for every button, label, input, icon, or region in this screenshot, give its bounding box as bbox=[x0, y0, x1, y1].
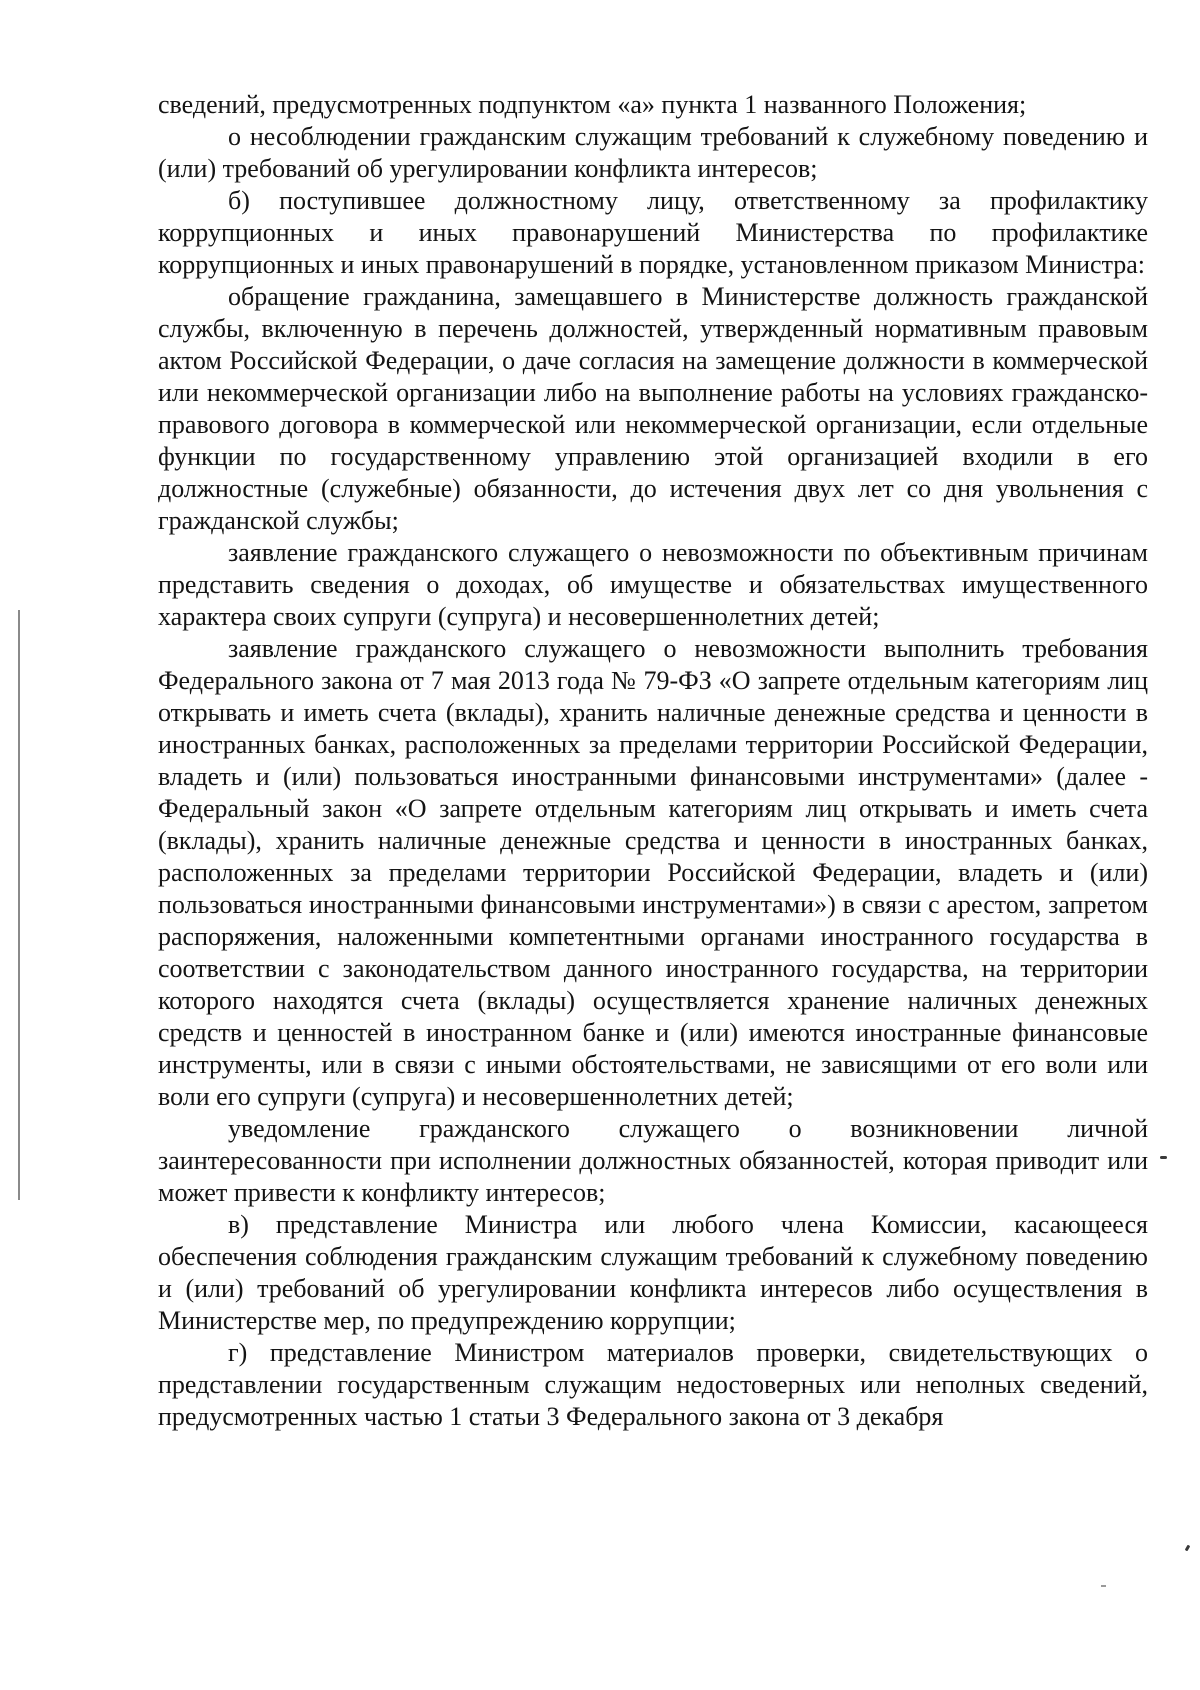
paragraph-conflict-notice: уведомление гражданского служащего о возникновении личной заинтересованности при исполнении должностных обязанностей, которая приводит или может привести к конфликту интересов; bbox=[158, 1114, 1148, 1207]
scan-speck bbox=[1101, 1585, 1106, 1587]
document-text bbox=[158, 89, 1148, 1433]
paragraph-nonobservance: о несоблюдении гражданским служащим требований к служебному поведению и (или) требований об урегулировании конфликта интересов; bbox=[158, 122, 1148, 183]
scan-speck bbox=[1160, 1156, 1167, 1159]
paragraph-item-v: в) представление Министра или любого члена Комиссии, касающееся обеспечения соблюдения гражданским служащим требований к служебному поведению и (или) требований об урегулировании конфликта интересов либо осуществления в Министерстве мер, по предупреждению коррупции; bbox=[158, 1210, 1148, 1335]
scan-margin-line bbox=[18, 610, 20, 1200]
paragraph-citizen-appeal: обращение гражданина, замещавшего в Министерстве должность гражданской службы, включенную в перечень должностей, утвержденный нормативным правовым актом Российской Федерации, о даче согласия на замещение должности в коммерческой или некоммерческой организации либо на выполнение работы на условиях гражданско-правового договора в коммерческой или некоммерческой организации, если отдельные функции по государственному управлению этой организацией входили в его должностные (служебные) обязанности, до истечения двух лет со дня увольнения с гражданской службы; bbox=[158, 282, 1148, 535]
paragraph-federal-law-statement: заявление гражданского служащего о невозможности выполнить требования Федерального закона от 7 мая 2013 года № 79-ФЗ «О запрете отдельным категориям лиц открывать и иметь счета (вклады), хранить наличные денежные средства и ценности в иностранных банках, расположенных за пределами территории Российской Федерации, владеть и (или) пользоваться иностранными финансовыми инструментами» (далее - Федеральный закон «О запрете отдельным категориям лиц открывать и иметь счета (вклады), хранить наличные денежные средства и ценности в иностранных банках, расположенных за пределами территории Российской Федерации, владеть и (или) пользоваться иностранными финансовыми инструментами») в связи с арестом, запретом распоряжения, наложенными компетентными органами иностранного государства в соответствии с законодательством данного иностранного государства, на территории которого находятся счета (вклады) осуществляется хранение наличных денежных средств и ценностей в иностранном банке и (или) имеются иностранные финансовые инструменты, или в связи с иными обстоятельствами, не зависящими от его воли или воли его супруги (супруга) и несовершеннолетних детей; bbox=[158, 634, 1148, 1111]
scan-speck bbox=[1185, 1545, 1191, 1552]
paragraph-continuation: сведений, предусмотренных подпунктом «а» пункта 1 названного Положения; bbox=[158, 90, 1027, 119]
paragraph-item-b: б) поступившее должностному лицу, ответственному за профилактику коррупционных и иных правонарушений Министерства по профилактике коррупционных и иных правонарушений в порядке, установленном приказом Министра: bbox=[158, 186, 1148, 279]
paragraph-item-g: г) представление Министром материалов проверки, свидетельствующих о представлении государственным служащим недостоверных или неполных сведений, предусмотренных частью 1 статьи 3 Федерального закона от 3 декабря bbox=[158, 1338, 1148, 1431]
paragraph-income-statement: заявление гражданского служащего о невозможности по объективным причинам представить сведения о доходах, об имуществе и обязательствах имущественного характера своих супруги (супруга) и несовершеннолетних детей; bbox=[158, 538, 1148, 631]
